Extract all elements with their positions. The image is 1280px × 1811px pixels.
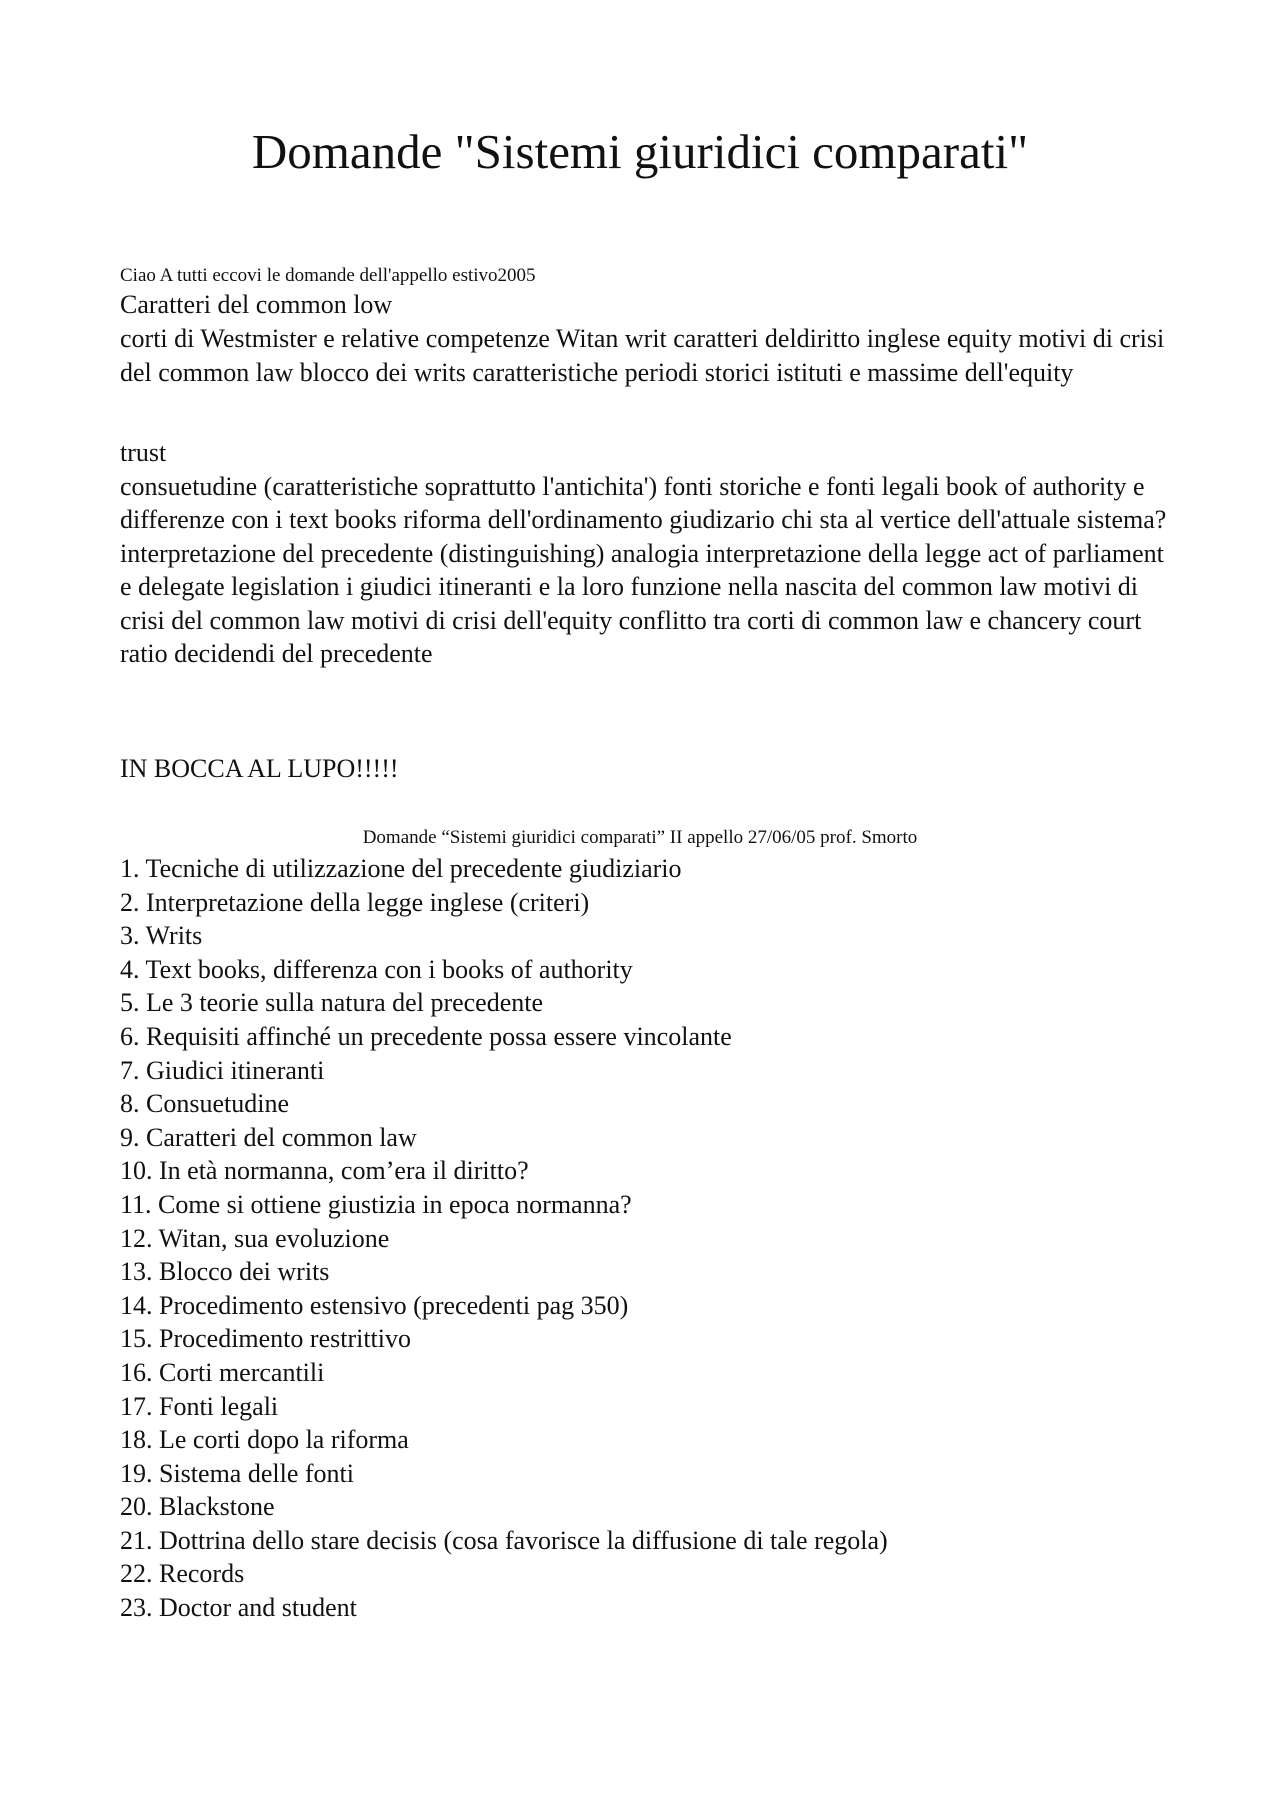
question-item: 5. Le 3 teorie sulla natura del precedente bbox=[120, 988, 544, 1018]
question-item: 9. Caratteri del common law bbox=[120, 1122, 417, 1152]
question-item: 17. Fonti legali bbox=[120, 1391, 279, 1421]
question-item: 23. Doctor and student bbox=[120, 1593, 357, 1623]
question-item: 10. In età normanna, com’era il diritto? bbox=[120, 1156, 529, 1186]
paragraph-caratteri: Caratteri del common low bbox=[120, 290, 393, 319]
question-item: 4. Text books, differenza con i books of authority bbox=[120, 954, 633, 984]
question-item: 7. Giudici itineranti bbox=[120, 1055, 325, 1085]
document-title: Domande "Sistemi giuridici comparati" bbox=[251, 124, 1029, 179]
paragraph-corti: corti di Westmister e relative competenze Witan writ caratteri deldiritto inglese equity motivi di crisi del common law blocco dei writs caratteristiche periodi storici istituti e massime dell'equity bbox=[120, 324, 1165, 387]
question-item: 19. Sistema delle fonti bbox=[120, 1458, 354, 1488]
intro-line: Ciao A tutti eccovi le domande dell'appello estivo2005 bbox=[120, 265, 536, 286]
question-item: 14. Procedimento estensivo (precedenti pag 350) bbox=[120, 1290, 629, 1320]
paragraph-interpretazione: interpretazione del precedente (distinguishing) analogia interpretazione della legge act of parliament e delegate legislation i giudici itineranti e la loro funzione nella nascita del common law motivi di crisi del common law motivi di crisi dell'equity conflitto tra corti di common law e chancery court ratio decidendi del precedente bbox=[120, 538, 1164, 668]
exam-heading: Domande “Sistemi giuridici comparati” II appello 27/06/05 prof. Smorto bbox=[362, 827, 918, 848]
question-item: 1. Tecniche di utilizzazione del precedente giudiziario bbox=[120, 854, 682, 883]
question-item: 12. Witan, sua evoluzione bbox=[120, 1223, 390, 1253]
question-item: 11. Come si ottiene giustizia in epoca normanna? bbox=[120, 1189, 632, 1219]
question-item: 3. Writs bbox=[120, 921, 203, 951]
question-item: 2. Interpretazione della legge inglese (criteri) bbox=[120, 887, 590, 917]
paragraph-consuetudine: consuetudine (caratteristiche soprattutto l'antichita') fonti storiche e fonti legali book of authority e differenze con i text books riforma dell'ordinamento giudizario chi sta al vertice dell'attuale sistema? bbox=[120, 471, 1167, 534]
question-list bbox=[120, 852, 1170, 1625]
paragraph-group-trust bbox=[120, 436, 1170, 671]
paragraph-trust: trust bbox=[120, 438, 167, 467]
question-item: 21. Dottrina dello stare decisis (cosa favorisce la diffusione di tale regola) bbox=[120, 1525, 888, 1555]
question-item: 8. Consuetudine bbox=[120, 1089, 289, 1119]
question-item: 22. Records bbox=[120, 1559, 245, 1589]
question-item: 13. Blocco dei writs bbox=[120, 1257, 330, 1287]
question-item: 6. Requisiti affinché un precedente possa essere vincolante bbox=[120, 1021, 732, 1051]
question-item: 15. Procedimento restrittivo bbox=[120, 1324, 412, 1354]
question-item: 16. Corti mercantili bbox=[120, 1357, 325, 1387]
question-item: 20. Blackstone bbox=[120, 1492, 275, 1522]
closing-greeting: IN BOCCA AL LUPO!!!!! bbox=[120, 754, 399, 783]
question-item: 18. Le corti dopo la riforma bbox=[120, 1425, 409, 1455]
